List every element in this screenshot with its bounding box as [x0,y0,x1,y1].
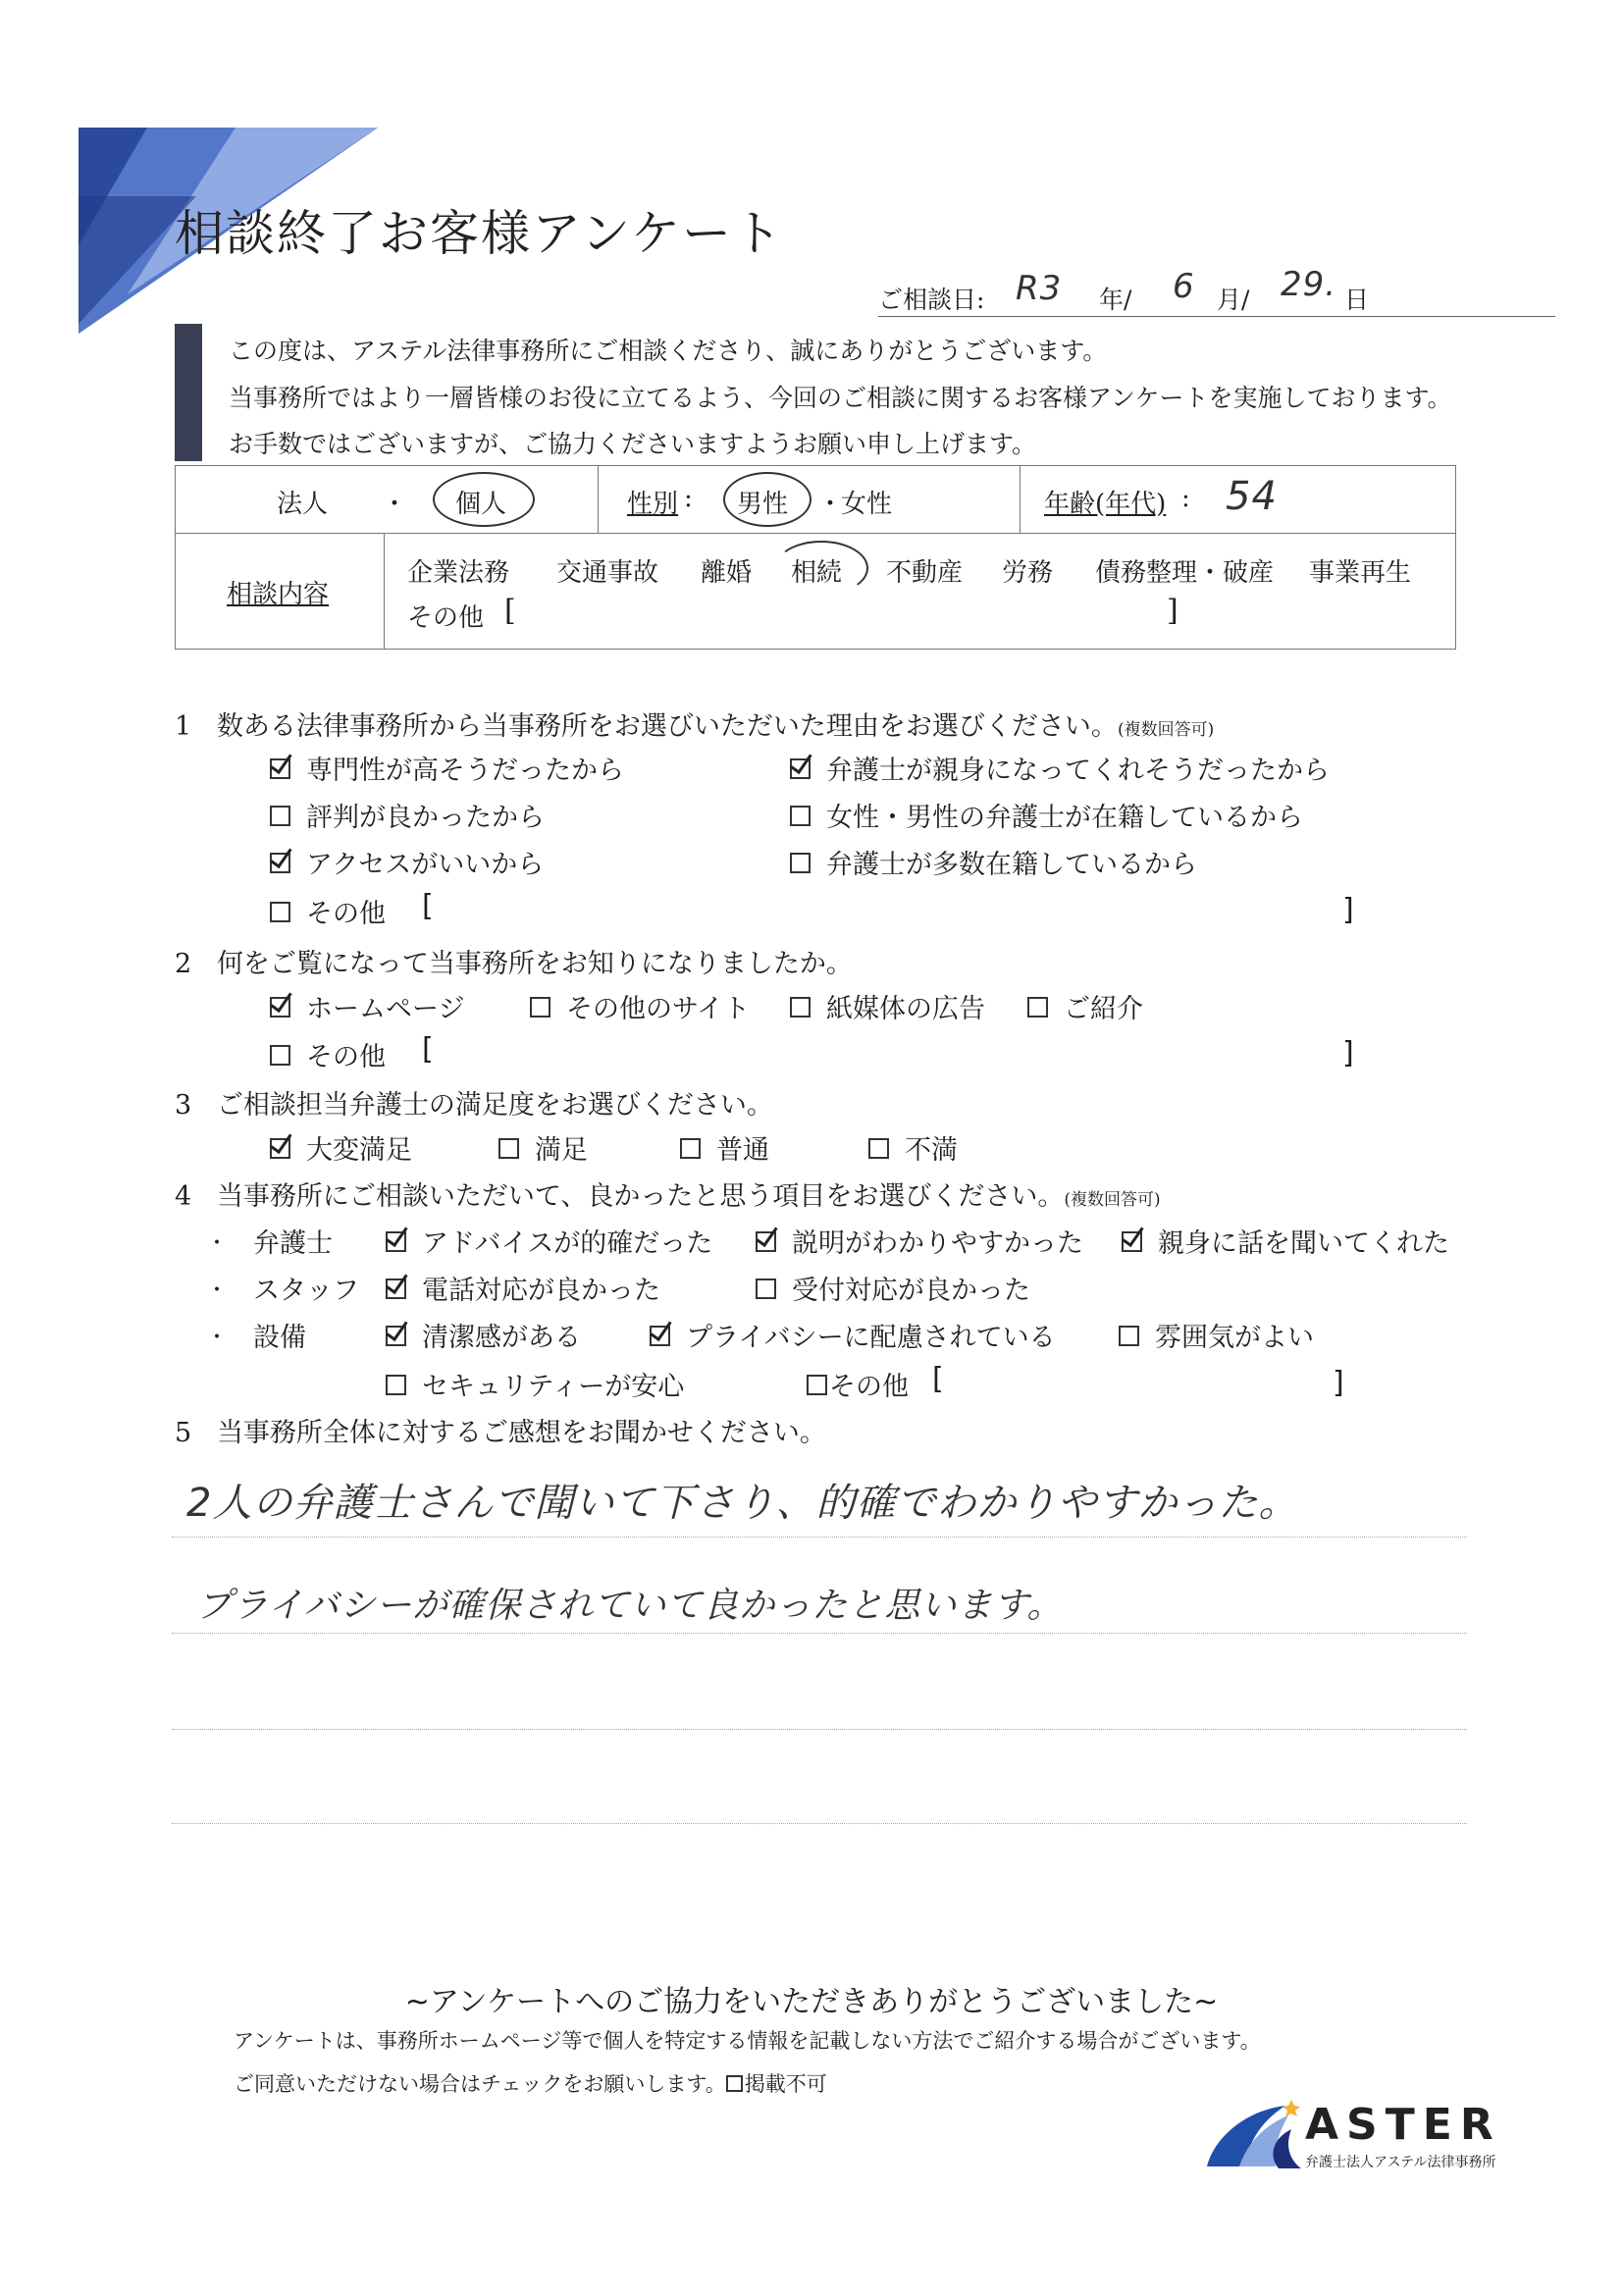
checkbox-checked[interactable] [386,1278,406,1299]
checkbox[interactable] [270,806,290,826]
checkbox[interactable] [530,997,550,1018]
q3-option[interactable] [868,1128,958,1167]
female-option[interactable]: 女性 [841,490,893,519]
q4-group-label: 弁護士 [253,1228,333,1259]
q1-option[interactable] [790,796,1303,834]
date-month[interactable]: 6 [1173,267,1195,306]
intro-accent-bar [175,324,202,461]
checkbox-checked[interactable] [270,758,290,779]
answer-rule [172,1633,1467,1634]
checkbox-checked[interactable] [650,1326,670,1346]
q3-option[interactable] [680,1128,769,1167]
bullet: ・ [206,1231,229,1256]
q2-option[interactable] [1027,987,1143,1025]
option-label: 普通 [716,1135,769,1166]
separator: ・ [382,490,408,519]
colon: : [684,484,693,513]
option-label: 受付対応が良かった [792,1276,1030,1306]
option-label: 電話対応が良かった [422,1276,660,1306]
q1-option[interactable] [270,796,545,834]
checkbox-checked[interactable] [270,997,290,1018]
corporate-option[interactable]: 法人 [277,490,329,519]
q2-option[interactable] [270,987,464,1025]
option-label: 雰囲気がよい [1155,1323,1314,1353]
q1-option[interactable] [270,843,544,881]
checkbox[interactable] [790,853,811,873]
question-number: 4 [175,1181,192,1212]
answer-rule [172,1823,1467,1824]
brand-name: ASTER [1305,2100,1501,2150]
q2-option[interactable] [790,987,985,1025]
topic-option[interactable]: 企業法務 [407,558,510,588]
question-text: ご相談担当弁護士の満足度をお選びください。 [216,1090,773,1121]
option-label: 清潔感がある [422,1323,581,1353]
option-label: 専門性が高そうだったから [306,756,624,786]
question-1 [175,704,1214,743]
option-label: ホームページ [306,994,465,1024]
male-option[interactable]: 男性 [737,490,789,519]
question-3 [175,1083,773,1122]
question-text: 何をご覧になって当事務所をお知りになりましたか。 [216,949,853,979]
option-label: その他 [829,1372,909,1402]
checkbox[interactable] [680,1138,701,1159]
page-title: 相談終了お客様アンケート [175,205,784,262]
checkbox[interactable] [1027,997,1048,1018]
checkbox[interactable] [270,902,290,922]
answer-rule [172,1729,1467,1730]
question-text: 数ある法律事務所から当事務所をお選びいただいた理由をお選びください。 [216,711,1118,742]
question-text: 当事務所にご相談いただいて、良かったと思う項目をお選びください。 [216,1181,1065,1212]
topic-label: 相談内容 [227,580,330,609]
answer-line[interactable]: 2人の弁護士さんで聞いて下さり、的確でわかりやすかった。 [186,1481,1299,1526]
q4-option[interactable] [756,1269,1030,1307]
checkbox[interactable] [498,1138,519,1159]
bracket-open: [ [422,889,434,923]
option-label: その他 [306,899,386,929]
q4-group-label: 設備 [253,1323,306,1353]
bracket-close: ] [1333,1366,1344,1400]
publication-note: アンケートは、事務所ホームページ等で個人を特定する情報を記載しない方法でご紹介する場合がございます。 [234,2029,1261,2053]
topic-option[interactable]: 債務整理・破産 [1095,558,1275,588]
consent-line [234,2068,827,2098]
colon: : [1181,484,1190,513]
question-number: 1 [175,711,192,742]
q4-option-other[interactable] [807,1365,909,1403]
date-year-suffix: 年/ [1099,286,1132,314]
q4-option[interactable] [650,1316,1056,1354]
no-publish-label: 掲載不可 [744,2072,827,2096]
question-note: (複数回答可) [1064,1190,1161,1210]
age-value[interactable]: 54 [1226,474,1278,519]
bracket-open: [ [504,594,516,628]
topic-option[interactable]: 不動産 [886,558,964,588]
q4-option[interactable] [386,1222,712,1260]
topic-option[interactable]: 交通事故 [556,558,659,588]
option-label: 女性・男性の弁護士が在籍しているから [826,803,1303,833]
age-label: 年齢(年代) [1044,490,1167,519]
option-label: ご紹介 [1064,994,1143,1024]
date-era-year[interactable]: R3 [1016,269,1063,308]
checkbox-checked[interactable] [790,758,811,779]
question-2 [175,942,853,980]
answer-rule [172,1537,1467,1538]
checkbox[interactable] [790,806,811,826]
individual-option[interactable]: 個人 [455,490,507,519]
checkbox[interactable] [868,1138,889,1159]
bracket-open: [ [932,1362,944,1396]
q4-option[interactable] [1122,1222,1449,1260]
option-label: アドバイスが的確だった [422,1228,713,1259]
q3-option[interactable] [498,1128,588,1167]
topic-option[interactable]: 離婚 [701,558,753,588]
question-note: (複数回答可) [1117,720,1215,740]
q4-option[interactable] [386,1316,581,1354]
topic-option[interactable]: 事業再生 [1309,558,1412,588]
date-label: ご相談日: [878,286,985,314]
option-label: 大変満足 [306,1135,412,1166]
q4-option[interactable] [756,1222,1083,1260]
checkbox[interactable] [807,1375,827,1395]
consultation-date [878,265,1555,317]
bullet: ・ [206,1278,229,1303]
answer-line[interactable]: プライバシーが確保されていて良かったと思います。 [196,1586,1064,1626]
date-month-suffix: 月/ [1217,286,1250,314]
bracket-close: ] [1342,893,1354,927]
checkbox[interactable] [790,997,811,1018]
option-label: 弁護士が多数在籍しているから [826,850,1197,880]
no-publish-checkbox[interactable] [726,2075,743,2092]
topic-option[interactable]: 労務 [1002,558,1054,588]
q4-option[interactable] [1119,1316,1314,1354]
intro-line: お手数ではございますが、ご協力くださいますようお願い申し上げます。 [229,430,1037,458]
topic-option-selected[interactable]: 相続 [791,558,843,588]
respondent-info-table [175,465,1456,650]
option-label: その他のサイト [566,994,751,1024]
gender-label: 性別 [627,490,679,519]
checkbox-checked[interactable] [756,1231,776,1252]
consent-text: ご同意いただけない場合はチェックをお願いします。 [234,2072,726,2096]
intro-line: 当事務所ではより一層皆様のお役に立てるよう、今回のご相談に関するお客様アンケートを実施しております。 [229,384,1452,412]
topic-other-label: その他 [407,603,485,633]
question-text: 当事務所全体に対するご感想をお聞かせください。 [216,1418,826,1448]
q2-option[interactable] [530,987,750,1025]
q1-option[interactable] [790,749,1330,787]
q1-option[interactable] [270,749,624,787]
checkbox-checked[interactable] [386,1231,406,1252]
question-number: 2 [175,949,192,979]
option-label: 満足 [535,1135,588,1166]
thanks-message: ~アンケートへのご協力をいただきありがとうございました~ [404,1985,1219,2019]
question-number: 5 [175,1418,192,1448]
question-5 [175,1411,826,1449]
intro-line: この度は、アステル法律事務所にご相談くださり、誠にありがとうございます。 [229,337,1108,365]
option-label: 説明がわかりやすかった [792,1228,1083,1259]
inheritance-selected-mark [774,541,868,596]
q4-option[interactable] [386,1365,684,1403]
q4-group-label: スタッフ [253,1276,359,1306]
checkbox-checked[interactable] [386,1326,406,1346]
q2-option-other[interactable] [270,1035,386,1073]
checkbox[interactable] [270,1045,290,1066]
individual-selected-mark [433,472,535,527]
option-label: 不満 [905,1135,958,1166]
checkbox[interactable] [386,1375,406,1395]
checkbox-checked[interactable] [1122,1231,1142,1252]
bracket-close: ] [1342,1036,1354,1070]
question-4 [175,1174,1161,1213]
option-label: 弁護士が親身になってくれそうだったから [826,756,1330,786]
bracket-open: [ [422,1032,434,1067]
question-number: 3 [175,1090,192,1121]
male-selected-mark [723,472,812,527]
checkbox-checked[interactable] [270,1138,290,1159]
q1-option[interactable] [790,843,1197,881]
q4-option[interactable] [386,1269,660,1307]
option-label: アクセスがいいから [306,850,545,880]
option-label: プライバシーに配慮されている [686,1323,1056,1353]
option-label: 親身に話を聞いてくれた [1158,1228,1449,1259]
q1-option-other[interactable] [270,892,386,930]
corner-decoration [0,0,412,353]
option-label: セキュリティーが安心 [422,1372,685,1402]
separator: ・ [817,490,844,519]
brand-subtitle: 弁護士法人アステル法律事務所 [1305,2155,1496,2170]
q3-option[interactable] [270,1128,412,1167]
option-label: 紙媒体の広告 [826,994,985,1024]
checkbox[interactable] [1119,1326,1139,1346]
option-label: 評判が良かったから [306,803,545,833]
date-day[interactable]: 29. [1281,265,1337,304]
bullet: ・ [206,1326,229,1350]
option-label: その他 [306,1042,386,1072]
bracket-close: ] [1167,594,1178,628]
date-day-suffix: 日 [1344,286,1370,314]
checkbox[interactable] [756,1278,776,1299]
checkbox-checked[interactable] [270,853,290,873]
